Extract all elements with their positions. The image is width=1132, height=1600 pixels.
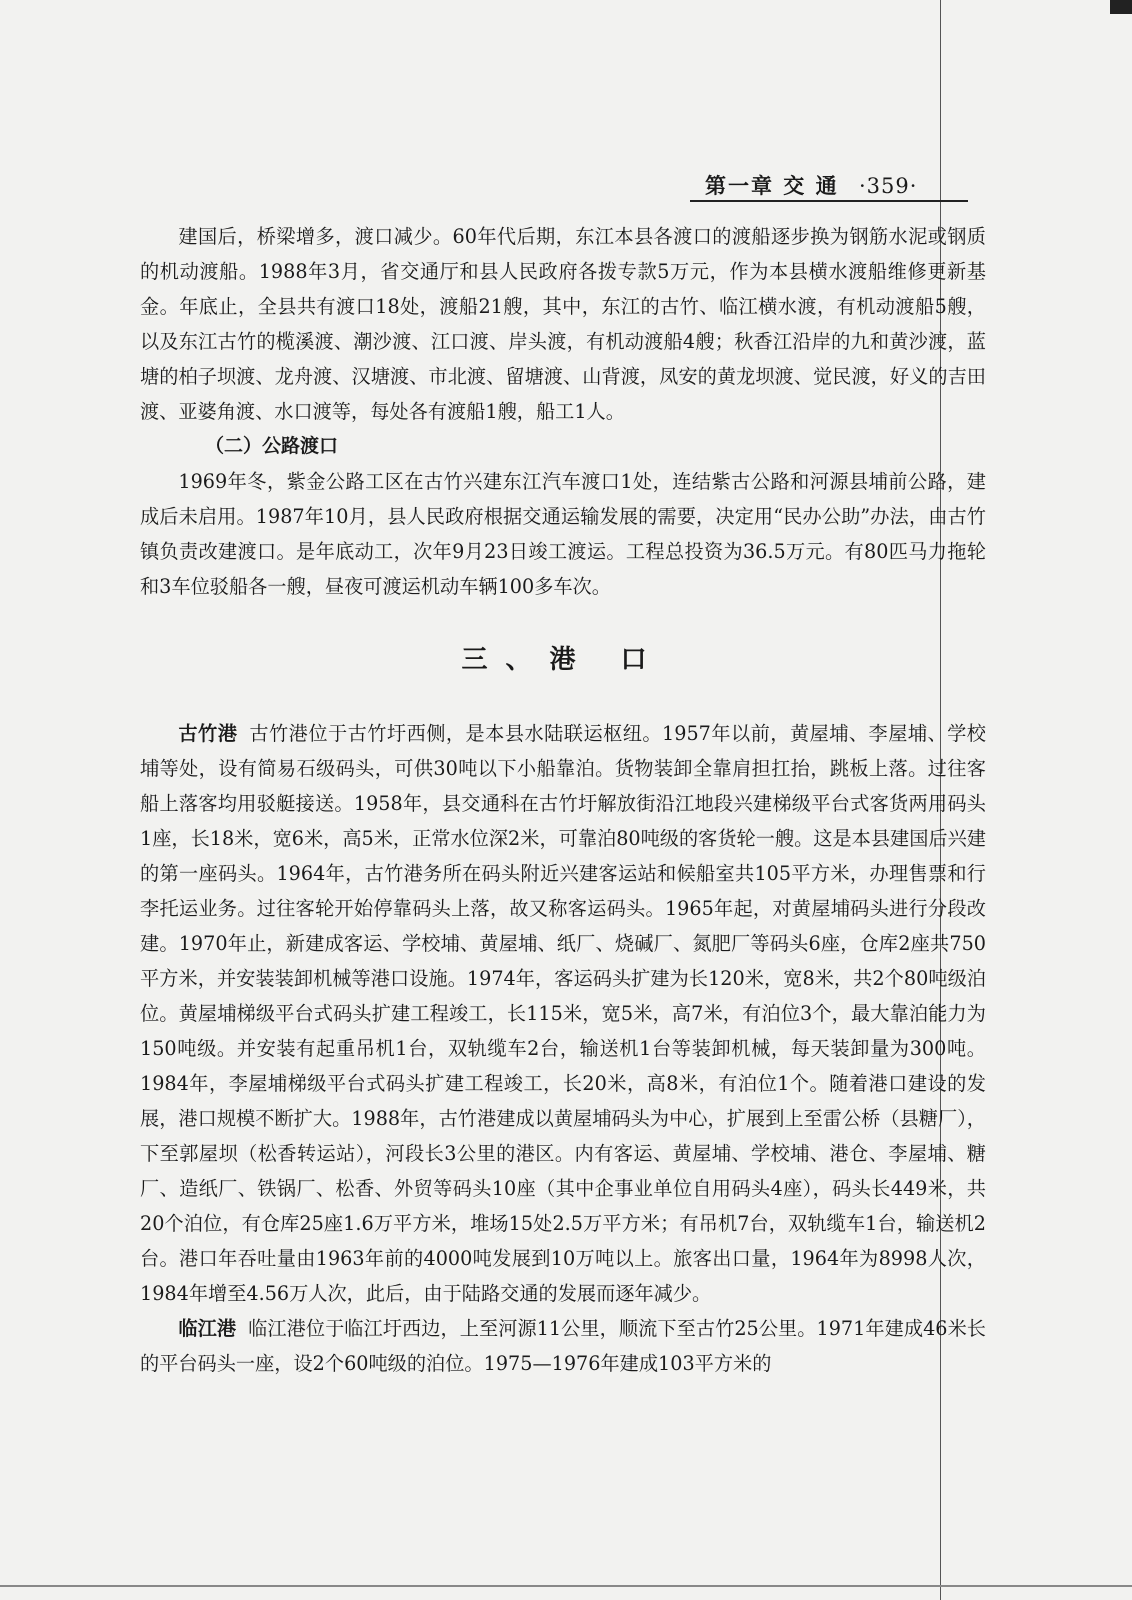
chapter-title: 第一章 交 通 [705,174,839,198]
page-number: ·359· [858,174,918,198]
scan-corner-mark [1110,0,1132,14]
scan-bottom-edge [0,1585,1132,1587]
paragraph-guzhu-port [140,716,986,1311]
term-guzhu-port: 古竹港 [178,722,238,745]
linjiang-port-text: 临江港位于临江圩西边，上至河源11公里，顺流下至古竹25公里。1971年建成46米长的平台码头一座，设2个60吨级的泊位。1975—1976年建成103平方米的 [140,1317,986,1375]
guzhu-port-text: 古竹港位于古竹圩西侧，是本县水陆联运枢纽。1957年以前，黄屋埔、李屋埔、学校埔等处，设有简易石级码头，可供30吨以下小船靠泊。货物装卸全靠肩担扛抬，跳板上落。过往客船上落客均用驳艇接送。1958年，县交通科在古竹圩解放街沿江地段兴建梯级平台式客货两用码头1座，长18米，宽6米，高5米，正常水位深2米，可靠泊80吨级的客货轮一艘。这是本县建国后兴建的第一座码头。1964年，古竹港务所在码头附近兴建客运站和候船室共105平方米，办理售票和行李托运业务。过往客轮开始停靠码头上落，故又称客运码头。1965年起，对黄屋埔码头进行分段改建。1970年止，新建成客运、学校埔、黄屋埔、纸厂、烧碱厂、氮肥厂等码头6座，仓库2座共750平方米，并安装装卸机械等港口设施。1974年，客运码头扩建为长120米，宽8米，共2个80吨级泊位。黄屋埔梯级平台式码头扩建工程竣工，长115米，宽5米，高7米，有泊位3个，最大靠泊能力为150吨级。并安装有起重吊机1台，双轨缆车2台，输送机1台等装卸机械，每天装卸量为300吨。1984年，李屋埔梯级平台式码头扩建工程竣工，长20米，高8米，有泊位1个。随着港口建设的发展，港口规模不断扩大。1988年，古竹港建成以黄屋埔码头为中心，扩展到上至雷公桥（县糖厂），下至郭屋坝（松香转运站），河段长3公里的港区。内有客运、黄屋埔、学校埔、港仓、李屋埔、糖厂、造纸厂、铁锅厂、松香、外贸等码头10座（其中企事业单位自用码头4座），码头长449米，共20个泊位，有仓库25座1.6万平方米，堆场15处2.5万平方米；有吊机7台，双轨缆车1台，输送机2台。港口年吞吐量由1963年前的4000吨发展到10万吨以上。旅客出口量，1964年为8998人次，1984年增至4.56万人次，此后，由于陆路交通的发展而逐年减少。 [140,722,986,1305]
paragraph-ferry-intro: 建国后，桥梁增多，渡口减少。60年代后期，东江本县各渡口的渡船逐步换为钢筋水泥或钢质的机动渡船。1988年3月，省交通厅和县人民政府各拨专款5万元，作为本县横水渡船维修更新基金。年底止，全县共有渡口18处，渡船21艘，其中，东江的古竹、临江横水渡，有机动渡船5艘，以及东江古竹的榄溪渡、潮沙渡、江口渡、岸头渡，有机动渡船4艘；秋香江沿岸的九和黄沙渡，蓝塘的柏子坝渡、龙舟渡、汉塘渡、市北渡、留塘渡、山背渡，凤安的黄龙坝渡、觉民渡，好义的吉田渡、亚婆角渡、水口渡等，每处各有渡船1艘，船工1人。 [140,225,986,423]
term-linjiang-port: 临江港 [178,1317,237,1340]
paragraph-linjiang-port [140,1311,986,1381]
section-title-ports: 三、港 口 [461,645,665,675]
running-header [705,170,965,200]
page-body [140,219,986,1381]
paragraph-highway-ferry: 1969年冬，紫金公路工区在古竹兴建东江汽车渡口1处，连结紫古公路和河源县埔前公路，建成后未启用。1987年10月，县人民政府根据交通运输发展的需要，决定用“民办公助”办法，由古竹镇负责改建渡口。是年底动工，次年9月23日竣工渡运。工程总投资为36.5万元。有80匹马力拖轮和3车位驳船各一艘，昼夜可渡运机动车辆100多车次。 [140,470,986,598]
header-rule [690,200,968,202]
subheading-highway-ferry: （二）公路渡口 [205,435,339,457]
